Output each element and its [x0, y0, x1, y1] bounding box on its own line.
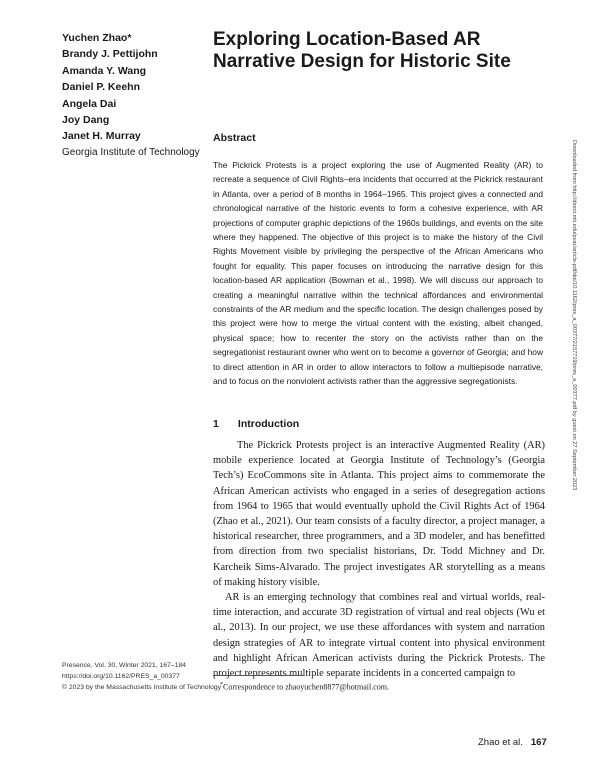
title-line: Exploring Location-Based AR [213, 29, 481, 50]
body-paragraph: The Pickrick Protests project is an interactive Augmented Reality (AR) mobile experience located at Georgia Institute of Technology’s (Georgia Tech’s) EcoCommons site in Atlanta. This project aims to commemorate the African American activists who engaged in a series of desegregation actions from 1964 to 1965 that would eventually uphold the Civil Rights Act of 1964 (Zhao et al., 2021). Our team consists of a faculty director, a project manager, a historical researcher, three programmers, and a 3D modeler, and has benefitted from direction from two specialist historians, Dr. Todd Michney and Dr. Karcheik Sims-Alvarado. The project investigates AR storytelling as a means of making history visible. [213, 440, 545, 588]
journal-doi: https://doi.org/10.1162/PRES_a_00377 [62, 673, 180, 680]
author-name: Amanda Y. Wang [62, 64, 147, 77]
paper-title [213, 29, 543, 73]
journal-info [62, 660, 222, 693]
journal-citation: Presence, Vol. 30, Winter 2021, 167–184 [62, 662, 186, 669]
footnote-mark: * [220, 682, 223, 688]
abstract-text: The Pickrick Protests is a project exploring the use of Augmented Reality (AR) to recreate a sequence of Civil Rights–era incidents that occurred at the Pickrick restaurant in Atlanta, over a period of 8 months in 1964–1965. This project gives a connected and chronological narrative of the historic events to form a cohesive experience, with AR projections of computer graphic depictions of the 1960s buildings, and events on the site where they happened. The objective of this project is to make the history of the Civil Rights Movement visible by privileging the perspective of the African Americans who fought for equality. This paper focuses on introducing the narrative design for this location-based AR application (Bowman et al., 1998). We will discuss our approach to creating a meaningful narrative within the technical affordances and environmental constraints of the AR medium and the specific location. The design challenges posed by this project were how to merge the virtual content with the existing, albeit changed, physical space; how to recenter the story on the activists rather than on the segregationist restaurant owner who went on to become a governor of Georgia; and how to direct attention in AR in order to allow interactors to follow a multiepisode narrative, and to focus on the nonviolent activists rather than the aggressive segregationists. [213, 160, 543, 387]
section-heading [213, 418, 299, 430]
author-name: Brandy J. Pettijohn [62, 48, 158, 61]
section-body [213, 438, 545, 681]
section-title: Introduction [237, 418, 300, 430]
author-name: Janet H. Murray [62, 130, 141, 143]
download-watermark: Downloaded from http://direct.mit.edu/pvar/article-pdf/doi/10.1162/pres_a_00377/2157719/pres_a_00377.pdf by guest on 27 September 2023 [571, 140, 577, 491]
footnote-rule [213, 675, 303, 676]
abstract-heading: Abstract [213, 132, 256, 144]
body-paragraph: AR is an emerging technology that combines real and virtual worlds, real-time interaction, and accurate 3D registration of virtual and real objects (Wu et al., 2013). In our project, we use these affordances with system and narration design strategies of AR to integrate virtual content into physical environment and highlight African American activists during the Pickrick Protests. The project represents multiple separate incidents in a concerted campaign to [213, 592, 545, 680]
journal-copyright: © 2023 by the Massachusetts Institute of Technology [62, 684, 222, 691]
running-authors: Zhao et al. [478, 737, 523, 748]
footnote-text: Correspondence to zhaoyuchen8877@hotmail.com. [223, 682, 389, 692]
author-name: Daniel P. Keehn [62, 81, 141, 94]
title-line: Narrative Design for Historic Site [213, 51, 511, 72]
page-number: 167 [530, 737, 547, 748]
author-list [62, 30, 212, 160]
footnote [220, 680, 550, 693]
running-footer [478, 737, 547, 748]
author-affiliation: Georgia Institute of Technology [62, 146, 200, 158]
author-name: Yuchen Zhao* [62, 32, 132, 44]
author-name: Angela Dai [62, 97, 117, 110]
author-name: Joy Dang [62, 114, 110, 127]
section-number: 1 [213, 418, 219, 430]
